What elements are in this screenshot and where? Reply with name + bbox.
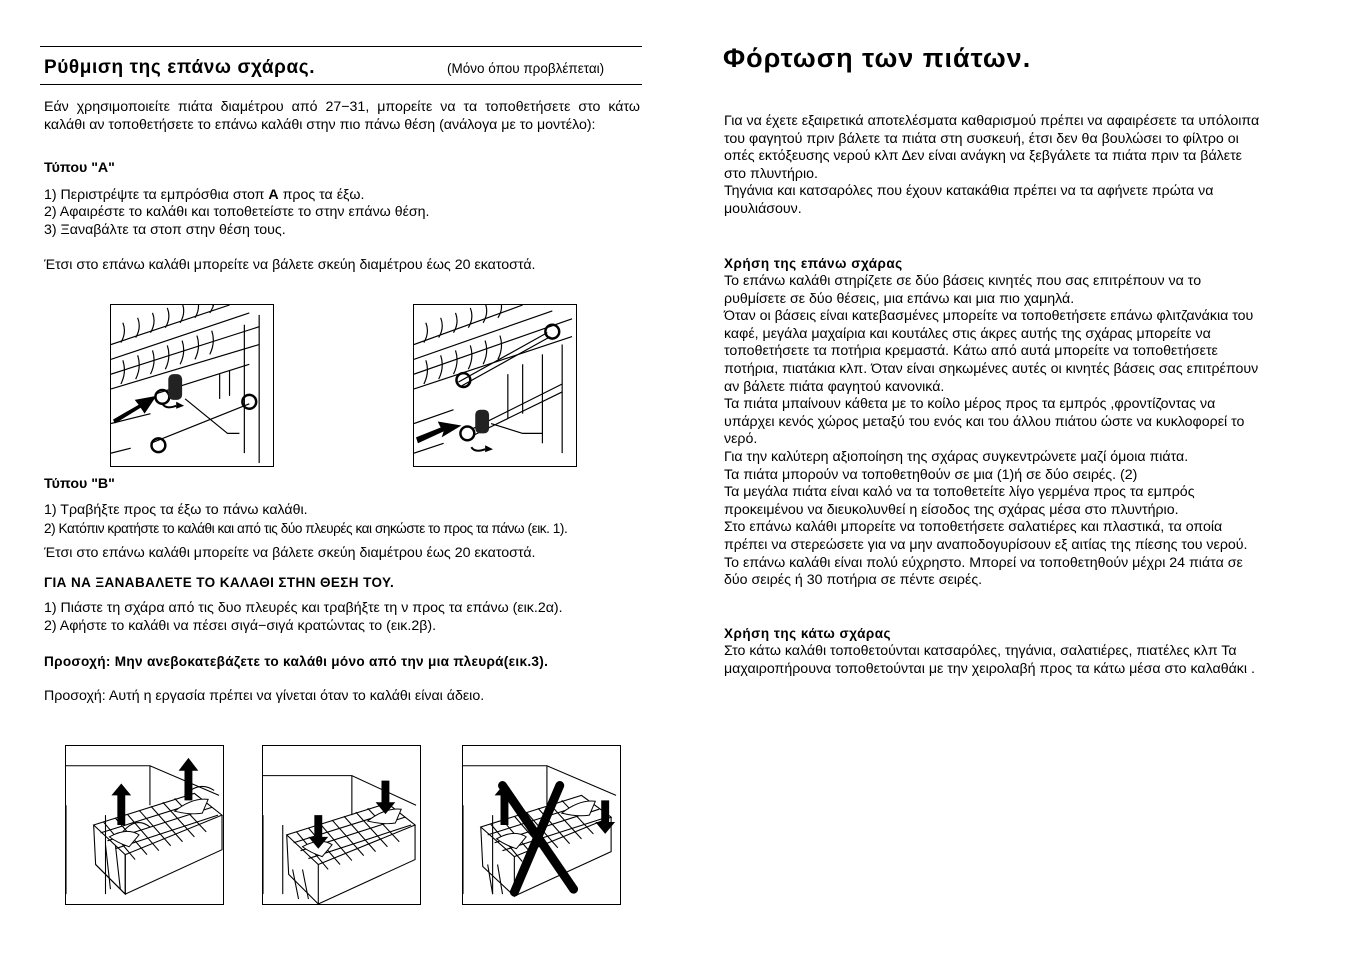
upper-line: προκειμένου να διευκολυνθεί η είσοδος της σχάρας μέσα στο πλυντήριο. — [724, 501, 1179, 518]
intro-paragraph: Εάν χρησιμοποιείτε πιάτα διαμέτρου από 27−31, μπορείτε να τα τοποθετήσετε στο κάτω καλάθι αν τοποθετήσετε το επάνω καλάθι στην πιο πάνω θέση (ανάλογα με το μοντέλο): — [44, 99, 640, 133]
upper-line: Το επάνω καλάθι στηρίζετε σε δύο βάσεις κινητές που σας επιτρέπουν να το — [724, 273, 1202, 289]
right-intro — [724, 113, 1320, 219]
figure-type-a-replaced — [413, 304, 577, 467]
upper-line: Τα πιάτα μπαίνουν κάθετα με το κοίλο μέρος προς τα εμπρός ,φροντίζοντας να — [724, 396, 1216, 413]
upper-line: Τα πιάτα μπορούν να τοποθετηθούν σε μια (1)ή σε δύο σειρές. (2) — [724, 466, 1138, 483]
type-a-step-1: 1) Περιστρέψτε τα εμπρόσθια στοπ A προς τα έξω. — [44, 187, 365, 203]
heading-underline — [40, 84, 642, 85]
replace-title: ΓΙΑ ΝΑ ΞΑΝΑΒΑΛΕΤΕ ΤΟ ΚΑΛΑΘΙ ΣΤΗΝ ΘΕΣΗ ΤΟΥ. — [44, 575, 395, 590]
right-title: Φόρτωση των πιάτων. — [723, 43, 1032, 73]
top-rule — [40, 46, 642, 47]
upper-line: Όταν οι βάσεις είναι κατεβασμένες μπορείτε να τοποθετήσετε επάνω φλιτζανάκια του — [724, 308, 1254, 325]
intro-line: οπές εκτόξευσης νερού κλπ Δεν είναι ανάγκη να ξεβγάλετε τα πιάτα πριν τα βάλετε — [724, 148, 1242, 165]
type-b-result: Έτσι στο επάνω καλάθι μπορείτε να βάλετε σκεύη διαμέτρου έως 20 εκατοστά. — [44, 545, 536, 561]
type-a-step-2: 2) Αφαιρέστε το καλάθι και τοποθετείστε το στην επάνω θέση. — [44, 204, 430, 220]
upper-line: καφέ, μεγάλα μαχαίρια και κουτάλες στις άκρες αυτής της σχάρας μπορείτε να — [724, 325, 1211, 342]
figure-2b-lower — [262, 745, 421, 905]
warning-bold: Προσοχή: Μην ανεβοκατεβάζετε το καλάθι μόνο από την μια πλευρά(εικ.3). — [44, 654, 549, 669]
figure-3-crossed — [462, 745, 621, 905]
type-b-title: Τύπου "B" — [44, 476, 115, 492]
upper-line: αν βάλετε πιάτα φαγητού κανονικά. — [724, 378, 945, 395]
lower-basket-text — [724, 643, 1320, 678]
upper-line: υπάρχει κενός χώρος μεταξύ του ενός και του άλλου πιάτου ώστε να κυκλοφορεί το — [724, 413, 1245, 430]
upper-line: ρυθμίσετε σε δύο θέσεις, μια επάνω και μια πιο χαμηλά. — [724, 290, 1075, 307]
lower-line: Στο κάτω καλάθι τοποθετούνται κατσαρόλες, τηγάνια, σαλατιέρες, πιατέλες κλπ Τα — [724, 643, 1237, 659]
intro-line: Τηγάνια και κατσαρόλες που έχουν κατακάθια πρέπει να τα αφήνετε πρώτα να — [724, 183, 1214, 200]
upper-basket-text — [724, 273, 1320, 590]
figure-2a-lift — [65, 745, 224, 905]
warning-note: Προσοχή: Αυτή η εργασία πρέπει να γίνεται όταν το καλάθι είναι άδειο. — [44, 688, 485, 704]
upper-line: δύο σειρές ή 30 ποτήρια σε πέντε σειρές. — [724, 572, 983, 589]
replace-step-2: 2) Αφήστε το καλάθι να πέσει σιγά−σιγά κρατώντας το (εικ.2β). — [44, 618, 437, 634]
replace-step-1: 1) Πιάστε τη σχάρα από τις δυο πλευρές και τραβήξτε τη ν προς τα επάνω (εικ.2α). — [44, 600, 563, 616]
upper-line: τοποθετήσετε τα ποτήρια κρεμαστά. Κάτω από αυτά μπορείτε να τοποθετήσετε — [724, 343, 1218, 360]
type-a-title: Τύπου "Α" — [44, 160, 115, 176]
intro-line: στο πλυντήριο. — [724, 165, 818, 182]
type-b-step-1: 1) Τραβήξτε προς τα έξω το πάνω καλάθι. — [44, 502, 308, 518]
intro-line: του φαγητού πριν βάλετε τα πιάτα στη συσκευή, έτσι δεν θα βουλώσει το φίλτρο οι — [724, 130, 1239, 147]
lower-line: μαχαιροπήρουνα τοποθετούνται με την χειρολαβή προς τα κάτω μέσα στο καλαθάκι . — [724, 660, 1255, 677]
intro-line: Για να έχετε εξαιρετικά αποτελέσματα καθαρισμού πρέπει να αφαιρέσετε τα υπόλοιπα — [724, 113, 1260, 129]
upper-line: Τα μεγάλα πιάτα είναι καλό να τα τοποθετείτε λίγο γερμένα προς τα εμπρός — [724, 484, 1195, 501]
intro-line: μουλιάσουν. — [724, 200, 802, 217]
upper-line: ποτήρια, πιατάκια κλπ. Όταν είναι σηκωμένες αυτές οι κινητές βάσεις σας επιτρέπουν — [724, 360, 1259, 377]
upper-line: Για την καλύτερη αξιοποίηση της σχάρας συγκεντρώνετε μαζί όμοια πιάτα. — [724, 448, 1189, 465]
upper-line: Το επάνω καλάθι είναι πολύ εύχρηστο. Μπορεί να τοποθετηθούν μέχρι 24 πιάτα σε — [724, 554, 1243, 571]
lower-basket-title: Χρήση της κάτω σχάρας — [724, 626, 892, 641]
type-a-result: Έτσι στο επάνω καλάθι μπορείτε να βάλετε σκεύη διαμέτρου έως 20 εκατοστά. — [44, 257, 536, 273]
figure-type-a-stop — [110, 304, 274, 467]
left-heading: Ρύθμιση της επάνω σχάρας. — [44, 57, 316, 78]
heading-note: (Μόνο όπου προβλέπεται) — [447, 61, 605, 76]
type-a-step-3: 3) Ξαναβάλτε τα στοπ στην θέση τους. — [44, 222, 286, 238]
upper-line: πρέπει να στερεώσετε για να μην αναποδογυρίσουν εξ αιτίας της πίεσης του νερού. — [724, 536, 1248, 553]
upper-line: νερό. — [724, 431, 758, 448]
upper-basket-title: Χρήση της επάνω σχάρας — [724, 256, 903, 271]
type-b-step-2: 2) Κατόπιν κρατήστε το καλάθι και από τις δύο πλευρές και σηκώστε το προς τα πάνω (εικ. 1). — [44, 521, 568, 536]
upper-line: Στο επάνω καλάθι μπορείτε να τοποθετήσετε σαλατιέρες και πλαστικά, τα οποία — [724, 519, 1223, 536]
